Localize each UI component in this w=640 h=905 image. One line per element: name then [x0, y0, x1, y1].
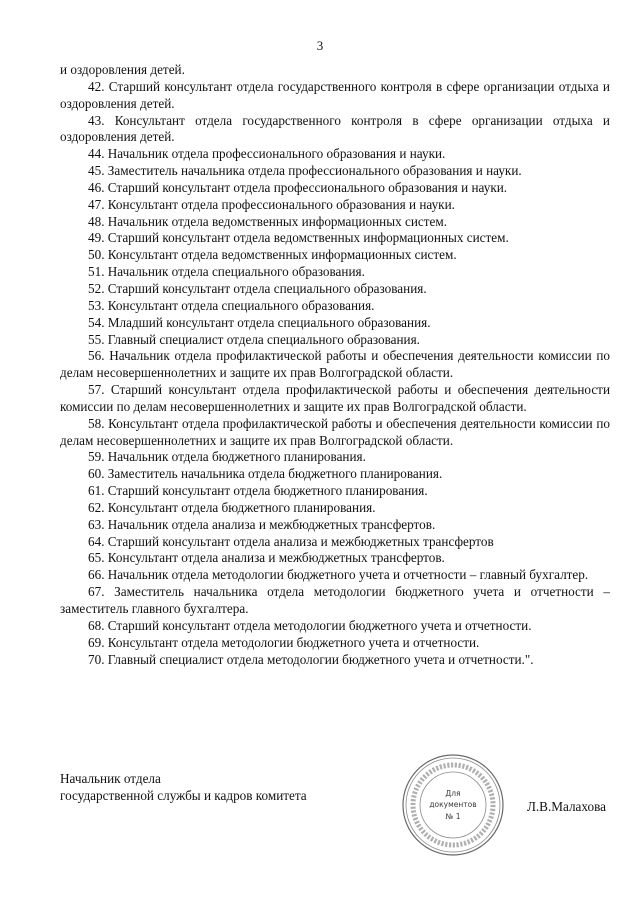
- list-item: 42. Старший консультант отдела государственного контроля в сфере организации отдыха и оздоровления детей.: [60, 78, 610, 111]
- list-item: 58. Консультант отдела профилактической работы и обеспечения деятельности комиссии по делам несовершеннолетних и защите их прав Волгоградской области.: [60, 415, 610, 448]
- list-item: 59. Начальник отдела бюджетного планирования.: [88, 449, 366, 465]
- official-stamp: [400, 752, 506, 858]
- signature-block: [60, 770, 610, 880]
- list-item: 60. Заместитель начальника отдела бюджетного планирования.: [88, 466, 443, 482]
- list-item: 57. Старший консультант отдела профилактической работы и обеспечения деятельности комиссии по делам несовершеннолетних и защите их прав Волгоградской области.: [60, 382, 610, 414]
- list-item: 65. Консультант отдела анализа и межбюджетных трансфертов.: [88, 550, 445, 566]
- list-item: 52. Старший консультант отдела специального образования.: [88, 280, 427, 296]
- list-item: 54. Младший консультант отдела специального образования.: [88, 314, 431, 330]
- signatory-position: [60, 770, 380, 804]
- list-item: 49. Старший консультант отдела ведомственных информационных систем.: [88, 230, 509, 246]
- list-item: 44. Начальник отдела профессионального образования и науки.: [88, 146, 446, 162]
- list-item: 56. Начальник отдела профилактической работы и обеспечения деятельности комиссии по делам несовершеннолетних и защите их прав Волгоградской области.: [60, 348, 610, 381]
- list-item: 46. Старший консультант отдела профессионального образования и науки.: [88, 179, 508, 195]
- list-item: 69. Консультант отдела методологии бюджетного учета и отчетности.: [88, 634, 480, 650]
- list-item: 70. Главный специалист отдела методологии бюджетного учета и отчетности.".: [88, 651, 534, 667]
- list-item: и оздоровления детей.: [60, 62, 185, 77]
- list-item: 63. Начальник отдела анализа и межбюджетных трансфертов.: [88, 516, 436, 532]
- list-item: 47. Консультант отдела профессионального образования и науки.: [88, 196, 455, 212]
- list-item: 66. Начальник отдела методологии бюджетного учета и отчетности – главный бухгалтер.: [88, 567, 589, 583]
- list-item: 51. Начальник отдела специального образования.: [88, 264, 365, 280]
- signatory-name: Л.В.Малахова: [526, 799, 606, 814]
- list-item: 48. Начальник отдела ведомственных информационных систем.: [88, 213, 448, 229]
- list-item: 64. Старший консультант отдела анализа и межбюджетных трансфертов: [88, 533, 494, 549]
- signatory-position-line-2: государственной службы и кадров комитета: [60, 788, 307, 803]
- list-item: 68. Старший консультант отдела методологии бюджетного учета и отчетности.: [88, 617, 532, 633]
- document-body: [60, 62, 610, 668]
- list-item: 53. Консультант отдела специального образования.: [88, 297, 375, 313]
- signatory-position-line-1: Начальник отдела: [60, 771, 161, 786]
- list-item: 45. Заместитель начальника отдела профессионального образования и науки.: [88, 163, 522, 179]
- list-item: 62. Консультант отдела бюджетного планирования.: [88, 499, 376, 515]
- list-item: 61. Старший консультант отдела бюджетного планирования.: [88, 483, 428, 499]
- list-item: 55. Главный специалист отдела специального образования.: [88, 331, 420, 347]
- stamp-text-line-3: № 1: [445, 812, 461, 821]
- page-number: 3: [316, 38, 324, 53]
- list-item: 67. Заместитель начальника отдела методологии бюджетного учета и отчетности – заместитель главного бухгалтера.: [60, 584, 610, 616]
- list-item: 43. Консультант отдела государственного контроля в сфере организации отдыха и оздоровления детей.: [60, 112, 610, 145]
- stamp-text-line-1: Для: [445, 789, 461, 798]
- stamp-text-line-2: документов: [429, 800, 477, 809]
- list-item: 50. Консультант отдела ведомственных информационных систем.: [88, 247, 457, 263]
